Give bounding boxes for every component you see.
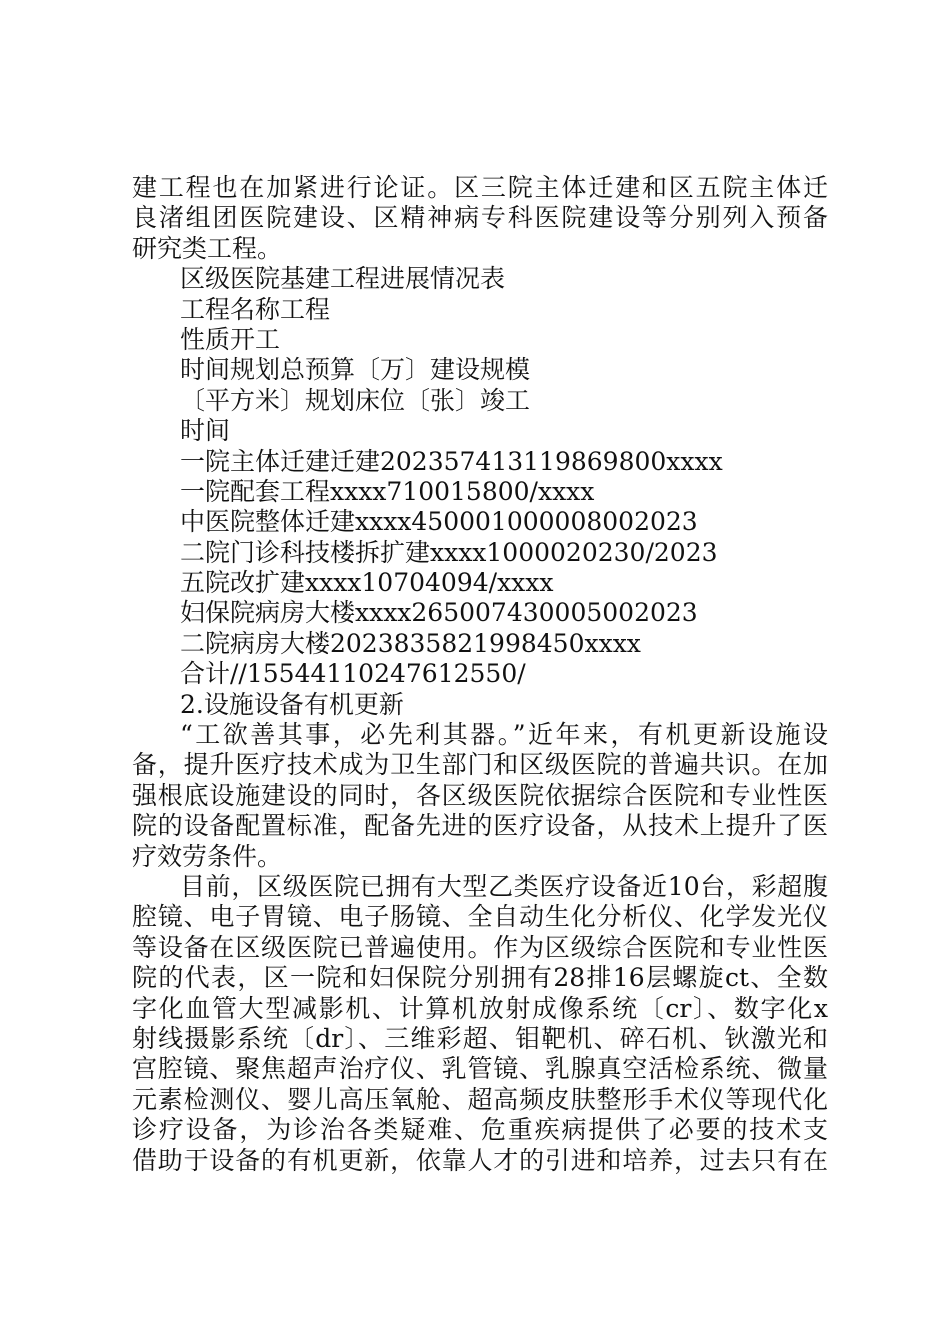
text-line: 〔平方米〕规划床位〔张〕竣工 [180,385,531,415]
text-line: 一院配套工程xxxx710015800/xxxx [180,476,595,506]
text-line: 等设备在区级医院已普遍使用。作为区级综合医院和专业性医 [132,932,828,962]
text-line: 中医院整体迁建xxxx450001000008002023 [180,507,698,537]
text-line: 院的代表，区一院和妇保院分别拥有28排16层螺旋ct、全数 [132,963,828,993]
text-line: 备，提升医疗技术成为卫生部门和区级医院的普遍共识。在加 [132,750,828,780]
text-line: 工程名称工程 [180,294,331,324]
text-line: 强根底设施建设的同时，各区级医院依据综合医院和专业性医 [132,780,828,810]
text-line: 二院门诊科技楼拆扩建xxxx1000020230/2023 [180,537,718,567]
text-line: 合计//15544110247612550/ [180,659,526,689]
text-line: 诊疗设备，为诊治各类疑难、危重疾病提供了必要的技术支 [132,1115,828,1145]
text-line: 借助于设备的有机更新，依靠人才的引进和培养，过去只有在 [132,1145,828,1175]
text-line: 时间 [180,416,231,446]
text-line: 院的设备配置标准，配备先进的医疗设备，从技术上提升了医 [132,811,828,841]
text-line: 目前，区级医院已拥有大型乙类医疗设备近10台，彩超腹 [180,871,828,901]
text-line: 一院主体迁建迁建202357413119869800xxxx [180,446,723,476]
text-line: “工欲善其事，必先利其器。”近年来，有机更新设施设 [180,720,828,750]
text-line: 宫腔镜、聚焦超声治疗仪、乳管镜、乳腺真空活检系统、微量 [132,1054,828,1084]
text-line: 妇保院病房大楼xxxx265007430005002023 [180,598,698,628]
text-line: 区级医院基建工程进展情况表 [180,264,506,294]
document-body [132,173,828,1176]
text-line: 2.设施设备有机更新 [180,689,404,719]
text-line: 字化血管大型减影机、计算机放射成像系统〔cr〕、数字化x [132,993,828,1023]
text-line: 元素检测仪、婴儿高压氧舱、超高频皮肤整形手术仪等现代化 [132,1084,828,1114]
text-line: 疗效劳条件。 [132,841,283,871]
text-line: 二院病房大楼2023835821998450xxxx [180,628,641,658]
text-line: 研究类工程。 [132,233,283,263]
text-line: 五院改扩建xxxx10704094/xxxx [180,568,554,598]
text-line: 性质开工 [180,324,281,354]
text-line: 良渚组团医院建设、区精神病专科医院建设等分别列入预备 [132,203,828,233]
text-line: 腔镜、电子胃镜、电子肠镜、全自动生化分析仪、化学发光仪 [132,902,828,932]
text-line: 建工程也在加紧进行论证。区三院主体迁建和区五院主体迁 [132,173,828,202]
text-line: 射线摄影系统〔dr〕、三维彩超、钼靶机、碎石机、钬激光和 [132,1023,828,1053]
text-line: 时间规划总预算〔万〕建设规模 [180,355,531,385]
